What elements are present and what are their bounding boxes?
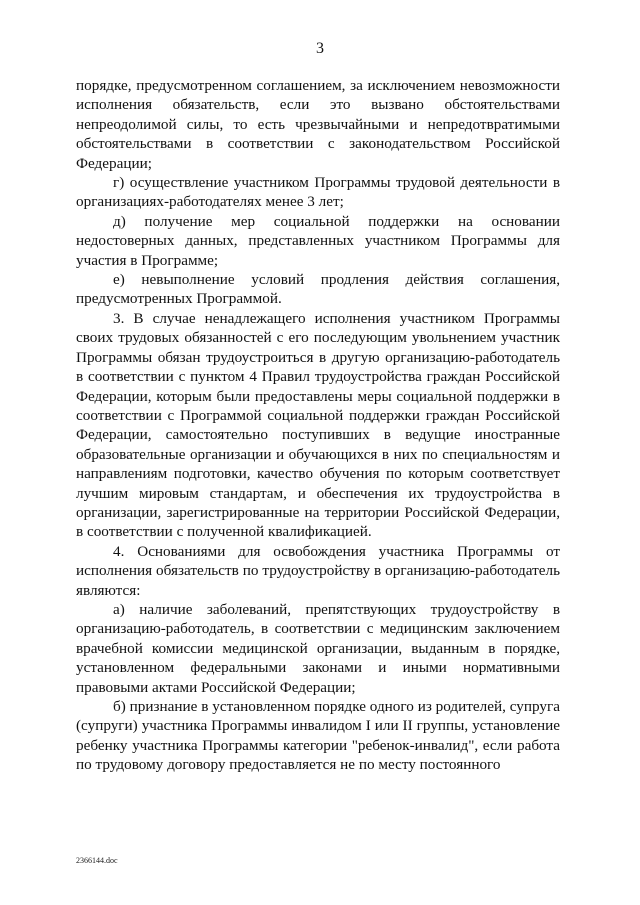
paragraph-item-d: д) получение мер социальной поддержки на основании недостоверных данных, представленных участником Программы для участия в Программе; bbox=[76, 212, 560, 269]
paragraph-clause-3: 3. В случае ненадлежащего исполнения участником Программы своих трудовых обязанностей с его последующим увольнением участник Программы обязан трудоустроиться в другую организацию-работодатель в соответствии с пунктом 4 Правил трудоустройства граждан Российской Федерации, которым были предоставлены меры социальной поддержки в соответствии с Программой социальной поддержки граждан Российской Федерации, самостоятельно поступивших в ведущие иностранные образовательные организации и обучающихся в них по специальностям и направлениям подготовки, качество обучения по которым соответствует лучшим мировым стандартам, и обеспечения их трудоустройства в организации, зарегистрированные на территории Российской Федерации, в соответствии с полученной квалификацией. bbox=[76, 309, 560, 541]
paragraph-clause-4: 4. Основаниями для освобождения участника Программы от исполнения обязательств по трудоустройству в организацию-работодатель являются: bbox=[76, 542, 560, 599]
document-body bbox=[76, 76, 560, 775]
page-number: 3 bbox=[316, 40, 324, 57]
paragraph-item-a: а) наличие заболеваний, препятствующих трудоустройству в организацию-работодатель, в соответствии с медицинским заключением врачебной комиссии медицинской организации, выданным в порядке, установленном федеральными законами и иными нормативными правовыми актами Российской Федерации; bbox=[76, 600, 560, 696]
paragraph-item-g: г) осуществление участником Программы трудовой деятельности в организациях-работодателях менее 3 лет; bbox=[76, 174, 560, 211]
document-filename: 2366144.doc bbox=[76, 856, 118, 865]
paragraph-continuation: порядке, предусмотренном соглашением, за исключением невозможности исполнения обязательств, если это вызвано обстоятельствами непреодолимой силы, то есть чрезвычайными и непредотвратимыми обстоятельствами в соответствии с законодательством Российской Федерации; bbox=[76, 77, 560, 172]
paragraph-item-b: б) признание в установленном порядке одного из родителей, супруга (супруги) участника Программы инвалидом I или II группы, установление ребенку участника Программы категории "ребенок-инвалид", если работа по трудовому договору предоставляется не по месту постоянного bbox=[76, 698, 560, 774]
paragraph-item-e: е) невыполнение условий продления действия соглашения, предусмотренных Программой. bbox=[76, 271, 560, 308]
